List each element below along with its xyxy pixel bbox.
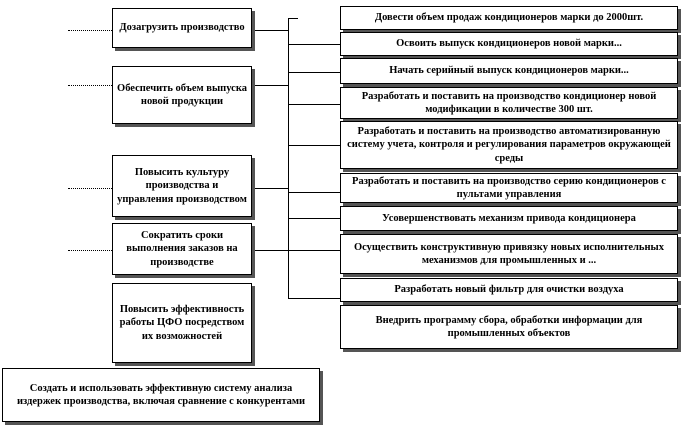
task-box-automated-system: Разработать и поставить на производство автоматизированную систему учета, контроля и регулирования параметров окружающей среды [340,121,678,169]
task-box-new-brand-output: Освоить выпуск кондиционеров новой марки... [340,32,678,56]
task-box-actuator-binding: Осуществить конструктивную привязку новых исполнительных механизмов для промышленных и ... [340,234,678,274]
goal-box-production-culture: Повысить культуру производства и управления производством [112,155,252,217]
goal-box-load-production: Дозагрузить производство [112,8,252,48]
goal-box-new-product-volume: Обеспечить объем выпуска новой продукции [112,66,252,124]
task-box-new-modification: Разработать и поставить на производство кондиционер новой модификации в количестве 300 шт. [340,87,678,119]
left-connector-1 [252,30,288,31]
task-box-remote-control-series: Разработать и поставить на производство серию кондиционеров с пультами управления [340,173,678,203]
dotted-lead-2 [68,85,112,86]
right-tick-2 [288,44,340,45]
main-vertical-connector [288,18,289,298]
left-connector-2 [252,85,288,86]
right-tick-4 [288,104,340,105]
task-box-serial-output: Начать серийный выпуск кондиционеров марки... [340,58,678,84]
dotted-lead-3 [68,188,112,189]
right-tick-6 [288,192,340,193]
task-box-sales-volume: Довести объем продаж кондиционеров марки до 2000шт. [340,6,678,30]
right-tick-5 [288,145,340,146]
dotted-lead-1 [68,30,112,31]
right-tick-7 [288,218,340,219]
dotted-lead-4 [68,250,112,251]
left-connector-4 [252,250,288,251]
task-box-info-program: Внедрить программу сбора, обработки информации для промышленных объектов [340,305,678,349]
left-connector-3 [252,188,288,189]
goal-box-order-time: Сократить сроки выполнения заказов на производстве [112,223,252,275]
task-box-drive-mechanism: Усовершенствовать механизм привода кондиционера [340,206,678,231]
task-box-air-filter: Разработать новый фильтр для очистки воздуха [340,278,678,302]
right-tick-top [288,18,298,19]
right-tick-8 [288,250,340,251]
goal-box-cfo-efficiency: Повысить эффективность работы ЦФО посредством их возможностей [112,283,252,363]
right-tick-9 [288,298,340,299]
right-tick-3 [288,72,340,73]
goal-box-cost-analysis: Создать и использовать эффективную систему анализа издержек производства, включая сравнение с конкурентами [2,368,320,422]
